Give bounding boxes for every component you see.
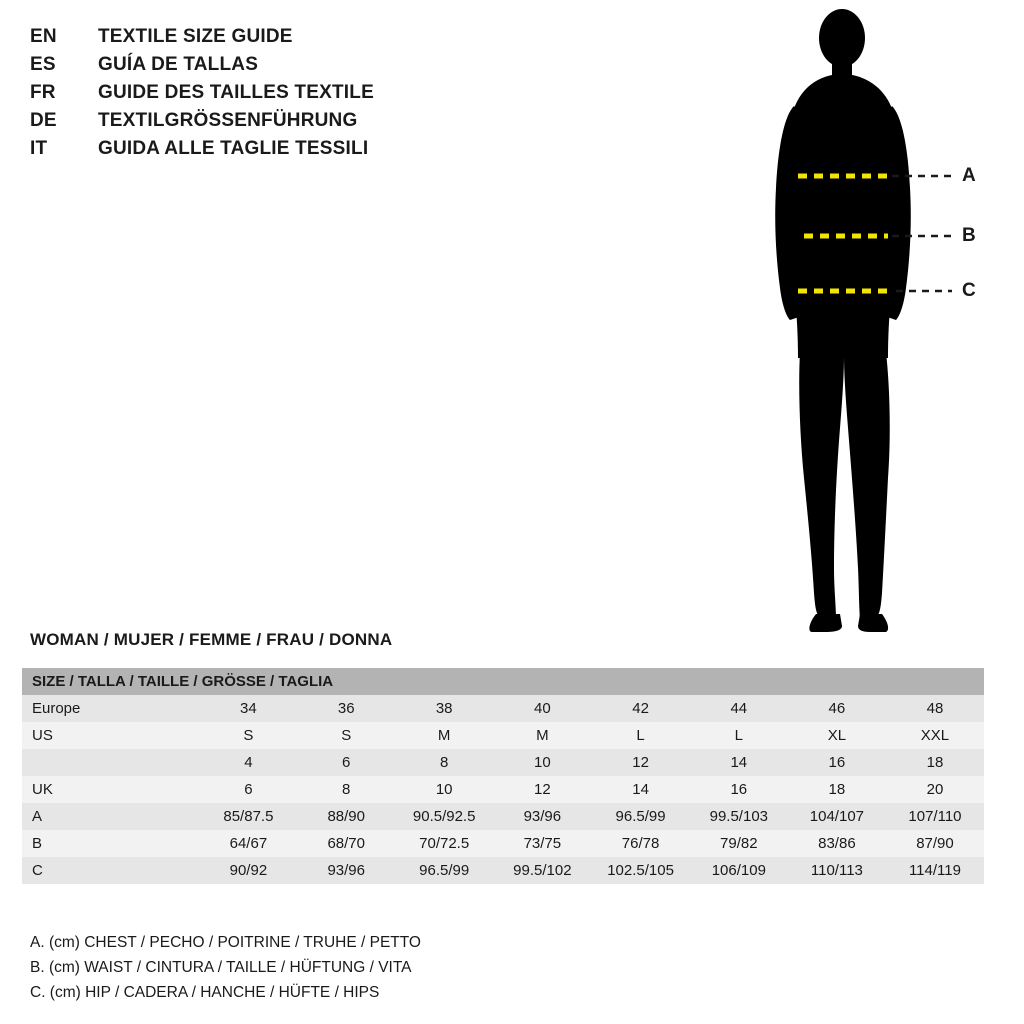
cell: 93/96 [297, 857, 395, 884]
table-row [22, 830, 984, 857]
cell: 12 [493, 776, 591, 803]
footnote-c: C. (cm) HIP / CADERA / HANCHE / HÜFTE / HIPS [30, 984, 380, 1001]
row-label-c: C [22, 857, 199, 884]
cell: 8 [395, 749, 493, 776]
cell: 110/113 [788, 857, 886, 884]
row-label-uk: UK [22, 776, 199, 803]
cell: S [297, 722, 395, 749]
table-row [22, 803, 984, 830]
measure-label-c: C [962, 280, 976, 301]
table-row [22, 857, 984, 884]
cell: 10 [395, 776, 493, 803]
title-lang-de: DE [30, 110, 57, 131]
title-row-it [30, 138, 490, 166]
cell: 104/107 [788, 803, 886, 830]
silhouette-icon [720, 8, 1010, 638]
cell: 10 [493, 749, 591, 776]
size-table [22, 668, 984, 884]
table-row [22, 749, 984, 776]
row-label-b: B [22, 830, 199, 857]
cell: 114/119 [886, 857, 984, 884]
cell: 44 [690, 695, 788, 722]
title-row-de [30, 110, 490, 138]
title-text-de: TEXTILGRÖSSENFÜHRUNG [98, 110, 358, 131]
female-silhouette-figure [720, 8, 1010, 638]
cell: 83/86 [788, 830, 886, 857]
table-row [22, 776, 984, 803]
cell: 40 [493, 695, 591, 722]
cell: 99.5/102 [493, 857, 591, 884]
table-header-row [22, 668, 984, 695]
footnotes [30, 930, 421, 1005]
cell: 85/87.5 [199, 803, 297, 830]
title-row-fr [30, 82, 490, 110]
cell: 16 [788, 749, 886, 776]
cell: 90/92 [199, 857, 297, 884]
table-header-label: SIZE / TALLA / TAILLE / GRÖSSE / TAGLIA [22, 668, 984, 695]
cell: 96.5/99 [395, 857, 493, 884]
title-text-it: GUIDA ALLE TAGLIE TESSILI [98, 138, 369, 159]
cell: S [199, 722, 297, 749]
title-row-es [30, 54, 490, 82]
cell: 76/78 [591, 830, 689, 857]
cell: XXL [886, 722, 984, 749]
cell: 88/90 [297, 803, 395, 830]
row-label-us-numeric [22, 749, 199, 776]
cell: 12 [591, 749, 689, 776]
title-block [30, 26, 490, 166]
cell: 6 [199, 776, 297, 803]
cell: 48 [886, 695, 984, 722]
cell: 18 [788, 776, 886, 803]
cell: M [395, 722, 493, 749]
cell: 18 [886, 749, 984, 776]
row-label-a: A [22, 803, 199, 830]
cell: 73/75 [493, 830, 591, 857]
cell: 64/67 [199, 830, 297, 857]
cell: 16 [690, 776, 788, 803]
cell: 106/109 [690, 857, 788, 884]
cell: 4 [199, 749, 297, 776]
cell: 70/72.5 [395, 830, 493, 857]
cell: 6 [297, 749, 395, 776]
title-lang-es: ES [30, 54, 56, 75]
title-row-en [30, 26, 490, 54]
cell: 20 [886, 776, 984, 803]
table-row [22, 695, 984, 722]
table-row [22, 722, 984, 749]
title-lang-fr: FR [30, 82, 56, 103]
cell: 99.5/103 [690, 803, 788, 830]
cell: XL [788, 722, 886, 749]
title-text-en: TEXTILE SIZE GUIDE [98, 26, 293, 47]
measure-label-a: A [962, 165, 976, 186]
cell: 36 [297, 695, 395, 722]
cell: 79/82 [690, 830, 788, 857]
cell: 14 [690, 749, 788, 776]
section-heading: WOMAN / MUJER / FEMME / FRAU / DONNA [30, 630, 393, 649]
cell: 90.5/92.5 [395, 803, 493, 830]
cell: 107/110 [886, 803, 984, 830]
footnote-b: B. (cm) WAIST / CINTURA / TAILLE / HÜFTUNG / VITA [30, 959, 412, 976]
cell: 14 [591, 776, 689, 803]
measure-label-b: B [962, 225, 976, 246]
cell: 93/96 [493, 803, 591, 830]
row-label-us: US [22, 722, 199, 749]
cell: L [690, 722, 788, 749]
cell: 42 [591, 695, 689, 722]
cell: 38 [395, 695, 493, 722]
cell: L [591, 722, 689, 749]
cell: 68/70 [297, 830, 395, 857]
row-label-europe: Europe [22, 695, 199, 722]
cell: M [493, 722, 591, 749]
cell: 87/90 [886, 830, 984, 857]
title-lang-it: IT [30, 138, 48, 159]
cell: 96.5/99 [591, 803, 689, 830]
title-text-es: GUÍA DE TALLAS [98, 54, 259, 75]
cell: 46 [788, 695, 886, 722]
cell: 102.5/105 [591, 857, 689, 884]
title-lang-en: EN [30, 26, 57, 47]
footnote-a: A. (cm) CHEST / PECHO / POITRINE / TRUHE / PETTO [30, 934, 421, 951]
cell: 34 [199, 695, 297, 722]
cell: 8 [297, 776, 395, 803]
title-text-fr: GUIDE DES TAILLES TEXTILE [98, 82, 374, 103]
